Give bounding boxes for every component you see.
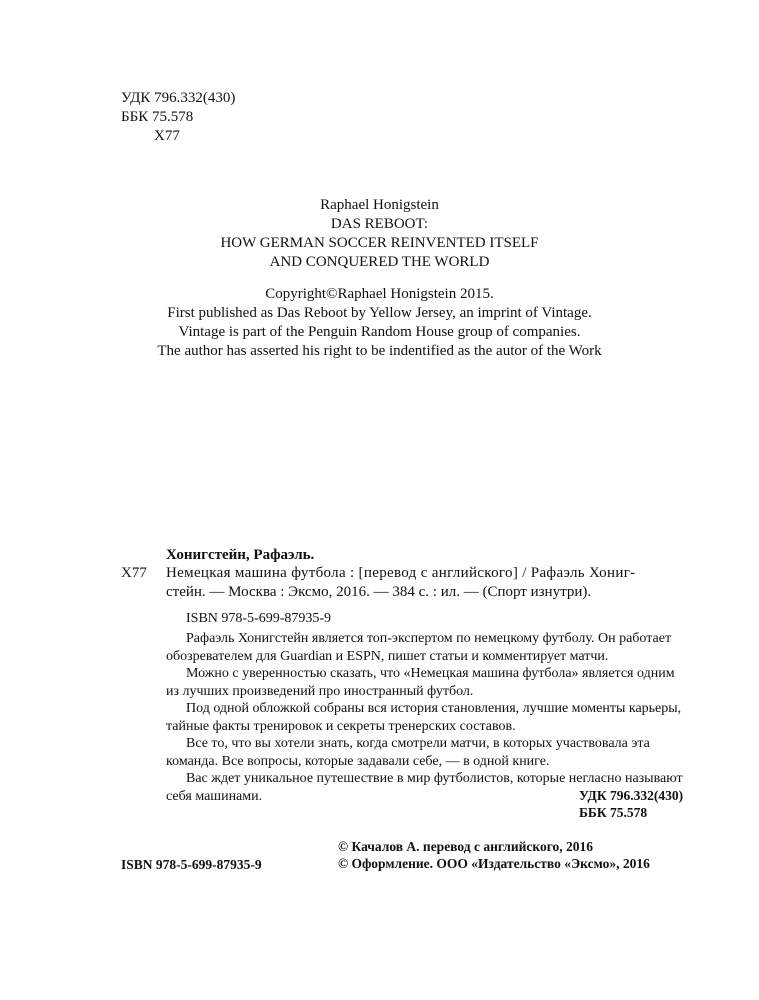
author-sign: Х77 xyxy=(154,128,180,144)
original-author: Raphael Honigstein xyxy=(320,197,439,213)
annotation-line: тайные факты тренировок и секреты тренерских составов. xyxy=(166,718,516,734)
annotation-line: команда. Все вопросы, которые задавали себе, — в одной книге. xyxy=(166,753,550,769)
bibliographic-heading: Хонигстейн, Рафаэль. xyxy=(166,547,315,563)
original-edition-info xyxy=(0,196,759,361)
bibliographic-isbn: ISBN 978-5-699-87935-9 xyxy=(186,611,332,626)
original-title-line: HOW GERMAN SOCCER REINVENTED ITSELF xyxy=(220,235,539,251)
annotation-line: Все то, что вы хотели знать, когда смотрели матчи, в которых участвовала эта xyxy=(186,736,650,751)
annotation-line: Можно с уверенностью сказать, что «Немецкая машина футбола» является одним xyxy=(186,666,675,681)
annotation xyxy=(166,630,683,805)
annotation-line: Рафаэль Хонигстейн является топ-экспертом по немецкому футболу. Он работает xyxy=(186,631,672,646)
description-line: стейн. — Москва : Эксмо, 2016. — 384 с. : ил. — (Спорт изнутри). xyxy=(166,584,592,600)
classification-codes-top xyxy=(121,89,235,146)
footer-copyright xyxy=(338,838,650,872)
spacer xyxy=(0,272,759,285)
annotation-line: Вас ждет уникальное путешествие в мир футболистов, которые негласно называют xyxy=(186,771,683,786)
annotation-line: из лучших произведений про иностранный футбол. xyxy=(166,683,474,699)
original-title-line: AND CONQUERED THE WORLD xyxy=(269,254,490,270)
copyright-line: © Оформление. ООО «Издательство «Эксмо», 2016 xyxy=(338,856,650,871)
annotation-line: обозревателем для Guardian и ESPN, пишет статьи и комментирует матчи. xyxy=(166,648,609,664)
copyright-line: © Качалов А. перевод с английского, 2016 xyxy=(338,839,594,854)
original-title-line: DAS REBOOT: xyxy=(330,216,429,232)
rights-line: Vintage is part of the Penguin Random House group of companies. xyxy=(178,324,581,340)
rights-line: The author has asserted his right to be indentified as the autor of the Work xyxy=(157,343,602,359)
annotation-line: себя машинами. xyxy=(166,788,263,804)
bibliographic-author-sign: Х77 xyxy=(121,565,147,581)
udk-code: УДК 796.332(430) xyxy=(121,90,236,106)
rights-line: Copyright©Raphael Honigstein 2015. xyxy=(265,286,494,302)
annotation-line: Под одной обложкой собраны вся история становления, лучшие моменты карьеры, xyxy=(186,701,682,716)
footer-isbn: ISBN 978-5-699-87935-9 xyxy=(121,857,262,872)
classification-codes-right xyxy=(579,787,683,821)
bbk-code: ББК 75.578 xyxy=(579,805,648,820)
description-line: Немецкая машина футбола : [перевод с английского] / Рафаэль Хониг- xyxy=(166,565,636,581)
rights-line: First published as Das Reboot by Yellow Jersey, an imprint of Vintage. xyxy=(167,305,592,321)
bibliographic-description xyxy=(166,564,636,602)
bbk-code: ББК 75.578 xyxy=(121,109,194,125)
udk-code: УДК 796.332(430) xyxy=(579,788,684,803)
